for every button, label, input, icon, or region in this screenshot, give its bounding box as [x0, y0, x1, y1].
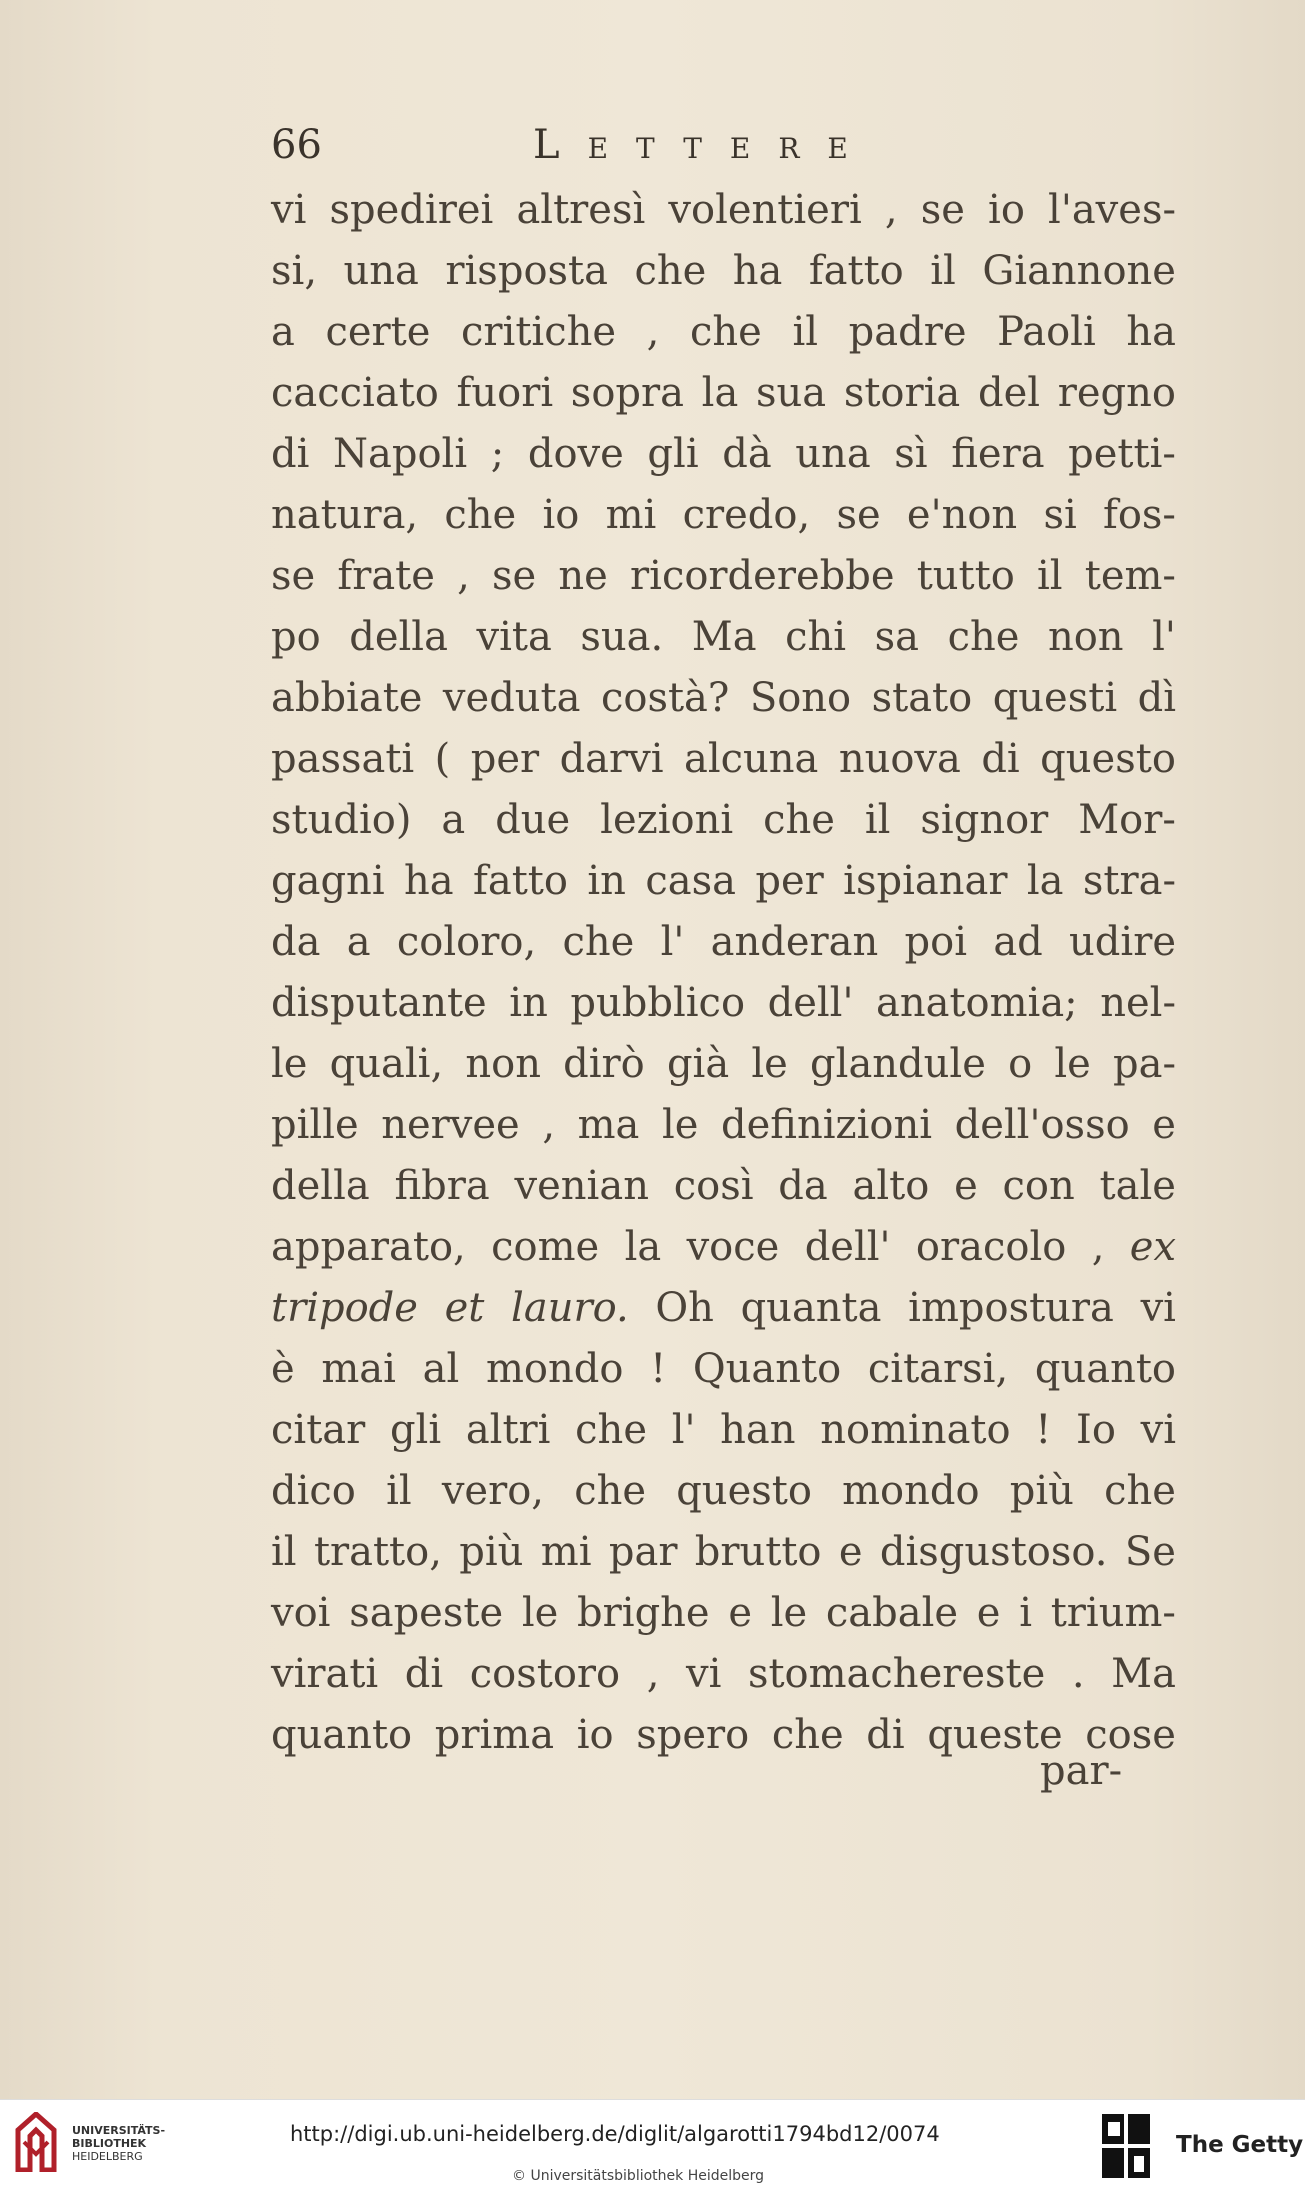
- word: Ma: [1111, 1651, 1176, 1697]
- word: quali,: [329, 1041, 444, 1087]
- word: in: [509, 980, 548, 1026]
- word: più: [1009, 1468, 1074, 1514]
- getty-logo-icon[interactable]: [1100, 2112, 1152, 2180]
- word: tratto,: [313, 1529, 442, 1575]
- word: con: [1002, 1163, 1075, 1209]
- word: le: [661, 1102, 699, 1148]
- word: studio): [271, 797, 412, 843]
- word: vi: [271, 187, 307, 233]
- word: citarsi,: [867, 1346, 1009, 1392]
- word: questo: [676, 1468, 812, 1514]
- word: da: [778, 1163, 828, 1209]
- word: le: [751, 1041, 788, 1087]
- word: gagni: [271, 858, 385, 904]
- word: la: [1026, 858, 1064, 904]
- word: pubblico: [570, 980, 746, 1026]
- text-line: [271, 1339, 1176, 1400]
- word: lauro.: [511, 1285, 629, 1331]
- word: la: [624, 1224, 662, 1270]
- word: voi: [271, 1590, 331, 1636]
- word: quanto: [1034, 1346, 1176, 1392]
- viewer-footer: [0, 2099, 1305, 2200]
- word: vero,: [441, 1468, 545, 1514]
- word: alto: [852, 1163, 930, 1209]
- text-line: [271, 363, 1176, 424]
- word: i: [1019, 1590, 1032, 1636]
- word: che: [574, 1468, 647, 1514]
- word: non: [1047, 614, 1124, 660]
- word: che: [444, 492, 517, 538]
- word: in: [587, 858, 626, 904]
- word: che: [634, 248, 707, 294]
- word: dell': [767, 980, 854, 1026]
- word: il: [271, 1529, 297, 1575]
- word: la: [701, 370, 739, 416]
- word: ,: [542, 1102, 556, 1148]
- text-line: [271, 729, 1176, 790]
- word: frate: [337, 553, 435, 599]
- word: sa: [874, 614, 920, 660]
- word: se: [271, 553, 316, 599]
- word: il: [792, 309, 819, 355]
- page-number: 66: [271, 122, 322, 168]
- text-line: [271, 912, 1176, 973]
- word: dirò: [563, 1041, 645, 1087]
- word: credo,: [682, 492, 811, 538]
- word: fiera: [951, 431, 1045, 477]
- word: le: [770, 1590, 808, 1636]
- word: ex: [1129, 1224, 1176, 1270]
- word: che: [947, 614, 1020, 660]
- text-line: [271, 1644, 1176, 1705]
- word: nervee: [381, 1102, 520, 1148]
- word: casa: [645, 858, 736, 904]
- university-library-logo[interactable]: [14, 2112, 164, 2182]
- text-line: [271, 241, 1176, 302]
- word: Quanto: [692, 1346, 842, 1392]
- word: se: [836, 492, 881, 538]
- word: questi: [992, 675, 1118, 721]
- word: cabale: [825, 1590, 959, 1636]
- text-line: [271, 424, 1176, 485]
- running-title: Lettere: [533, 122, 876, 168]
- word: tripode: [271, 1285, 418, 1331]
- word: !: [650, 1346, 667, 1392]
- word: se: [492, 553, 537, 599]
- word: ;: [490, 431, 505, 477]
- word: sapeste: [349, 1590, 504, 1636]
- word: critiche: [461, 309, 617, 355]
- word: io: [988, 187, 1025, 233]
- word: stato: [871, 675, 973, 721]
- word: tale: [1099, 1163, 1176, 1209]
- word: ad: [993, 919, 1043, 965]
- word: per: [755, 858, 824, 904]
- word: stomachereste: [747, 1651, 1046, 1697]
- word: e'non: [906, 492, 1018, 538]
- word: ispianar: [843, 858, 1008, 904]
- word: due: [495, 797, 571, 843]
- word: mai: [321, 1346, 396, 1392]
- word: sua.: [580, 614, 664, 660]
- word: prima: [434, 1712, 555, 1758]
- word: che: [690, 309, 762, 355]
- library-logo-line: UNIVERSITÄTS-: [72, 2124, 166, 2137]
- word: Se: [1124, 1529, 1176, 1575]
- word: pille: [271, 1102, 359, 1148]
- word: e: [976, 1590, 1001, 1636]
- word: par: [608, 1529, 678, 1575]
- word: sopra: [570, 370, 684, 416]
- word: poi: [904, 919, 968, 965]
- word: pa-: [1113, 1041, 1176, 1087]
- word: anatomia;: [876, 980, 1078, 1026]
- word: è: [271, 1346, 295, 1392]
- word: spero: [636, 1712, 750, 1758]
- word: il: [386, 1468, 412, 1514]
- word: l': [660, 919, 685, 965]
- word: apparato,: [271, 1224, 466, 1270]
- word: cose: [1085, 1712, 1176, 1758]
- text-line: [271, 1034, 1176, 1095]
- word: ha: [1126, 309, 1176, 355]
- text-line: [271, 1217, 1176, 1278]
- word: il: [864, 797, 891, 843]
- word: definizioni: [721, 1102, 933, 1148]
- word: coloro,: [396, 919, 537, 965]
- word: le: [521, 1590, 559, 1636]
- word: Mor-: [1078, 797, 1176, 843]
- word: tutto: [916, 553, 1015, 599]
- text-line: [271, 668, 1176, 729]
- word: del: [977, 370, 1041, 416]
- word: fibra: [394, 1163, 490, 1209]
- library-logo-line: BIBLIOTHEK: [72, 2137, 147, 2150]
- word: mi: [605, 492, 657, 538]
- word: Io: [1076, 1407, 1116, 1453]
- word: dell': [804, 1224, 891, 1270]
- word: ha: [732, 248, 783, 294]
- word: po: [271, 614, 321, 660]
- word: di: [981, 736, 1020, 782]
- word: che: [562, 919, 635, 965]
- word: trium-: [1050, 1590, 1176, 1636]
- word: dì: [1137, 675, 1176, 721]
- word: ricorderebbe: [630, 553, 895, 599]
- word: ,: [457, 553, 470, 599]
- word: questo: [1040, 736, 1176, 782]
- word: una: [795, 431, 871, 477]
- word: queste: [927, 1712, 1063, 1758]
- word: padre: [848, 309, 967, 355]
- word: brighe: [577, 1590, 710, 1636]
- word: che: [763, 797, 835, 843]
- word: nuova: [838, 736, 961, 782]
- word: come: [491, 1224, 600, 1270]
- word: così: [673, 1163, 754, 1209]
- word: già: [666, 1041, 730, 1087]
- word: mondo: [842, 1468, 980, 1514]
- word: dell'osso: [954, 1102, 1130, 1148]
- word: ha: [404, 858, 454, 904]
- word: impostura: [908, 1285, 1114, 1331]
- word: (: [434, 736, 451, 782]
- word: petti-: [1068, 431, 1176, 477]
- word: vita: [476, 614, 552, 660]
- word: virati: [271, 1651, 379, 1697]
- word: cacciato: [271, 370, 439, 416]
- word: fatto: [473, 858, 568, 904]
- word: vi: [685, 1651, 722, 1697]
- word: e: [838, 1529, 863, 1575]
- word: a: [271, 309, 295, 355]
- word: e: [1152, 1102, 1176, 1148]
- word: e: [728, 1590, 752, 1636]
- catchword: par-: [1040, 1748, 1123, 1794]
- word: al: [422, 1346, 460, 1392]
- word: sì: [894, 431, 928, 477]
- word: nel-: [1100, 980, 1176, 1026]
- word: della: [271, 1163, 370, 1209]
- word: l'aves-: [1048, 187, 1176, 233]
- text-line: [271, 180, 1176, 241]
- word: lezioni: [600, 797, 734, 843]
- word: Ma: [691, 614, 757, 660]
- word: vi: [1140, 1407, 1176, 1453]
- word: il: [1036, 553, 1063, 599]
- word: ne: [558, 553, 608, 599]
- text-line: [271, 1095, 1176, 1156]
- word: et: [444, 1285, 485, 1331]
- word: gli: [647, 431, 699, 477]
- copyright-notice: © Universitätsbibliothek Heidelberg: [512, 2168, 765, 2184]
- word: quanto: [271, 1712, 413, 1758]
- word: ,: [646, 309, 660, 355]
- word: per: [470, 736, 540, 782]
- word: che: [575, 1407, 647, 1453]
- word: disputante: [271, 980, 487, 1026]
- word: venian: [514, 1163, 649, 1209]
- word: le: [271, 1041, 308, 1087]
- word: se: [920, 187, 965, 233]
- word: fuori: [456, 370, 554, 416]
- word: di: [271, 431, 310, 477]
- word: risposta: [445, 248, 608, 294]
- word: costoro: [469, 1651, 621, 1697]
- word: da: [271, 919, 321, 965]
- word: il: [930, 248, 956, 294]
- word: spedirei: [329, 187, 494, 233]
- word: mi: [540, 1529, 592, 1575]
- word: brutto: [694, 1529, 822, 1575]
- word: dico: [271, 1468, 356, 1514]
- word: non: [465, 1041, 541, 1087]
- page-header: [271, 118, 991, 174]
- word: quanta: [740, 1285, 882, 1331]
- word: Oh: [655, 1285, 714, 1331]
- word: costà?: [600, 675, 730, 721]
- word: l': [1152, 614, 1176, 660]
- word: o: [1008, 1041, 1033, 1087]
- text-line: [271, 790, 1176, 851]
- text-line: [271, 546, 1176, 607]
- letter-body-text: [271, 180, 1176, 1766]
- word: signor: [920, 797, 1049, 843]
- word: alcuna: [683, 736, 819, 782]
- word: a: [441, 797, 466, 843]
- word: ,: [1091, 1224, 1105, 1270]
- word: han: [720, 1407, 796, 1453]
- word: che: [771, 1712, 844, 1758]
- text-line: [271, 1156, 1176, 1217]
- word: !: [1035, 1407, 1052, 1453]
- text-line: [271, 851, 1176, 912]
- word: ,: [884, 187, 898, 233]
- word: che: [1104, 1468, 1176, 1514]
- word: l': [671, 1407, 696, 1453]
- word: fos-: [1103, 492, 1176, 538]
- word: veduta: [442, 675, 581, 721]
- word: le: [1054, 1041, 1091, 1087]
- word: io: [542, 492, 580, 538]
- word: più: [459, 1529, 524, 1575]
- word: glandule: [810, 1041, 986, 1087]
- word: a: [346, 919, 371, 965]
- permalink-url[interactable]: http://digi.ub.uni-heidelberg.de/diglit/algarotti1794bd12/0074: [290, 2122, 940, 2146]
- partner-name: The Getty: [1176, 2132, 1304, 2158]
- word: abbiate: [271, 675, 423, 721]
- word: nominato: [820, 1407, 1011, 1453]
- word: .: [1071, 1651, 1085, 1697]
- word: ,: [646, 1651, 660, 1697]
- word: passati: [271, 736, 415, 782]
- text-line: [271, 1522, 1176, 1583]
- text-line: [271, 1400, 1176, 1461]
- word: Giannone: [982, 248, 1176, 294]
- word: si,: [271, 248, 318, 294]
- word: e: [954, 1163, 978, 1209]
- library-logo-text: [72, 2124, 165, 2163]
- word: si: [1043, 492, 1077, 538]
- word: dove: [527, 431, 624, 477]
- word: citar: [271, 1407, 366, 1453]
- word: sua: [756, 370, 827, 416]
- word: Paoli: [997, 309, 1096, 355]
- word: certe: [325, 309, 431, 355]
- library-logo-line: HEIDELBERG: [72, 2150, 143, 2163]
- text-line: [271, 607, 1176, 668]
- word: mondo: [485, 1346, 624, 1392]
- word: darvi: [559, 736, 664, 782]
- word: di: [404, 1651, 444, 1697]
- word: Sono: [749, 675, 852, 721]
- word: gli: [389, 1407, 442, 1453]
- word: dà: [722, 431, 772, 477]
- word: di: [866, 1712, 905, 1758]
- word: Napoli: [333, 431, 468, 477]
- word: tem-: [1084, 553, 1176, 599]
- word: fatto: [808, 248, 904, 294]
- word: voce: [686, 1224, 780, 1270]
- text-line: [271, 302, 1176, 363]
- word: storia: [843, 370, 961, 416]
- word: udire: [1069, 919, 1176, 965]
- text-line: [271, 973, 1176, 1034]
- word: natura,: [271, 492, 419, 538]
- text-line: [271, 1461, 1176, 1522]
- word: altresì: [516, 187, 646, 233]
- word: chi: [785, 614, 847, 660]
- word: della: [349, 614, 448, 660]
- word: ma: [577, 1102, 640, 1148]
- text-line: [271, 1583, 1176, 1644]
- word: vi: [1140, 1285, 1176, 1331]
- word: oracolo: [915, 1224, 1067, 1270]
- word: stra-: [1082, 858, 1176, 904]
- word: io: [576, 1712, 614, 1758]
- word: volentieri: [668, 187, 862, 233]
- word: una: [343, 248, 419, 294]
- word: disgustoso.: [879, 1529, 1108, 1575]
- text-line: [271, 1278, 1176, 1339]
- word: regno: [1057, 370, 1176, 416]
- text-line: [271, 485, 1176, 546]
- library-logo-icon: [14, 2112, 58, 2172]
- word: altri: [465, 1407, 551, 1453]
- word: anderan: [710, 919, 879, 965]
